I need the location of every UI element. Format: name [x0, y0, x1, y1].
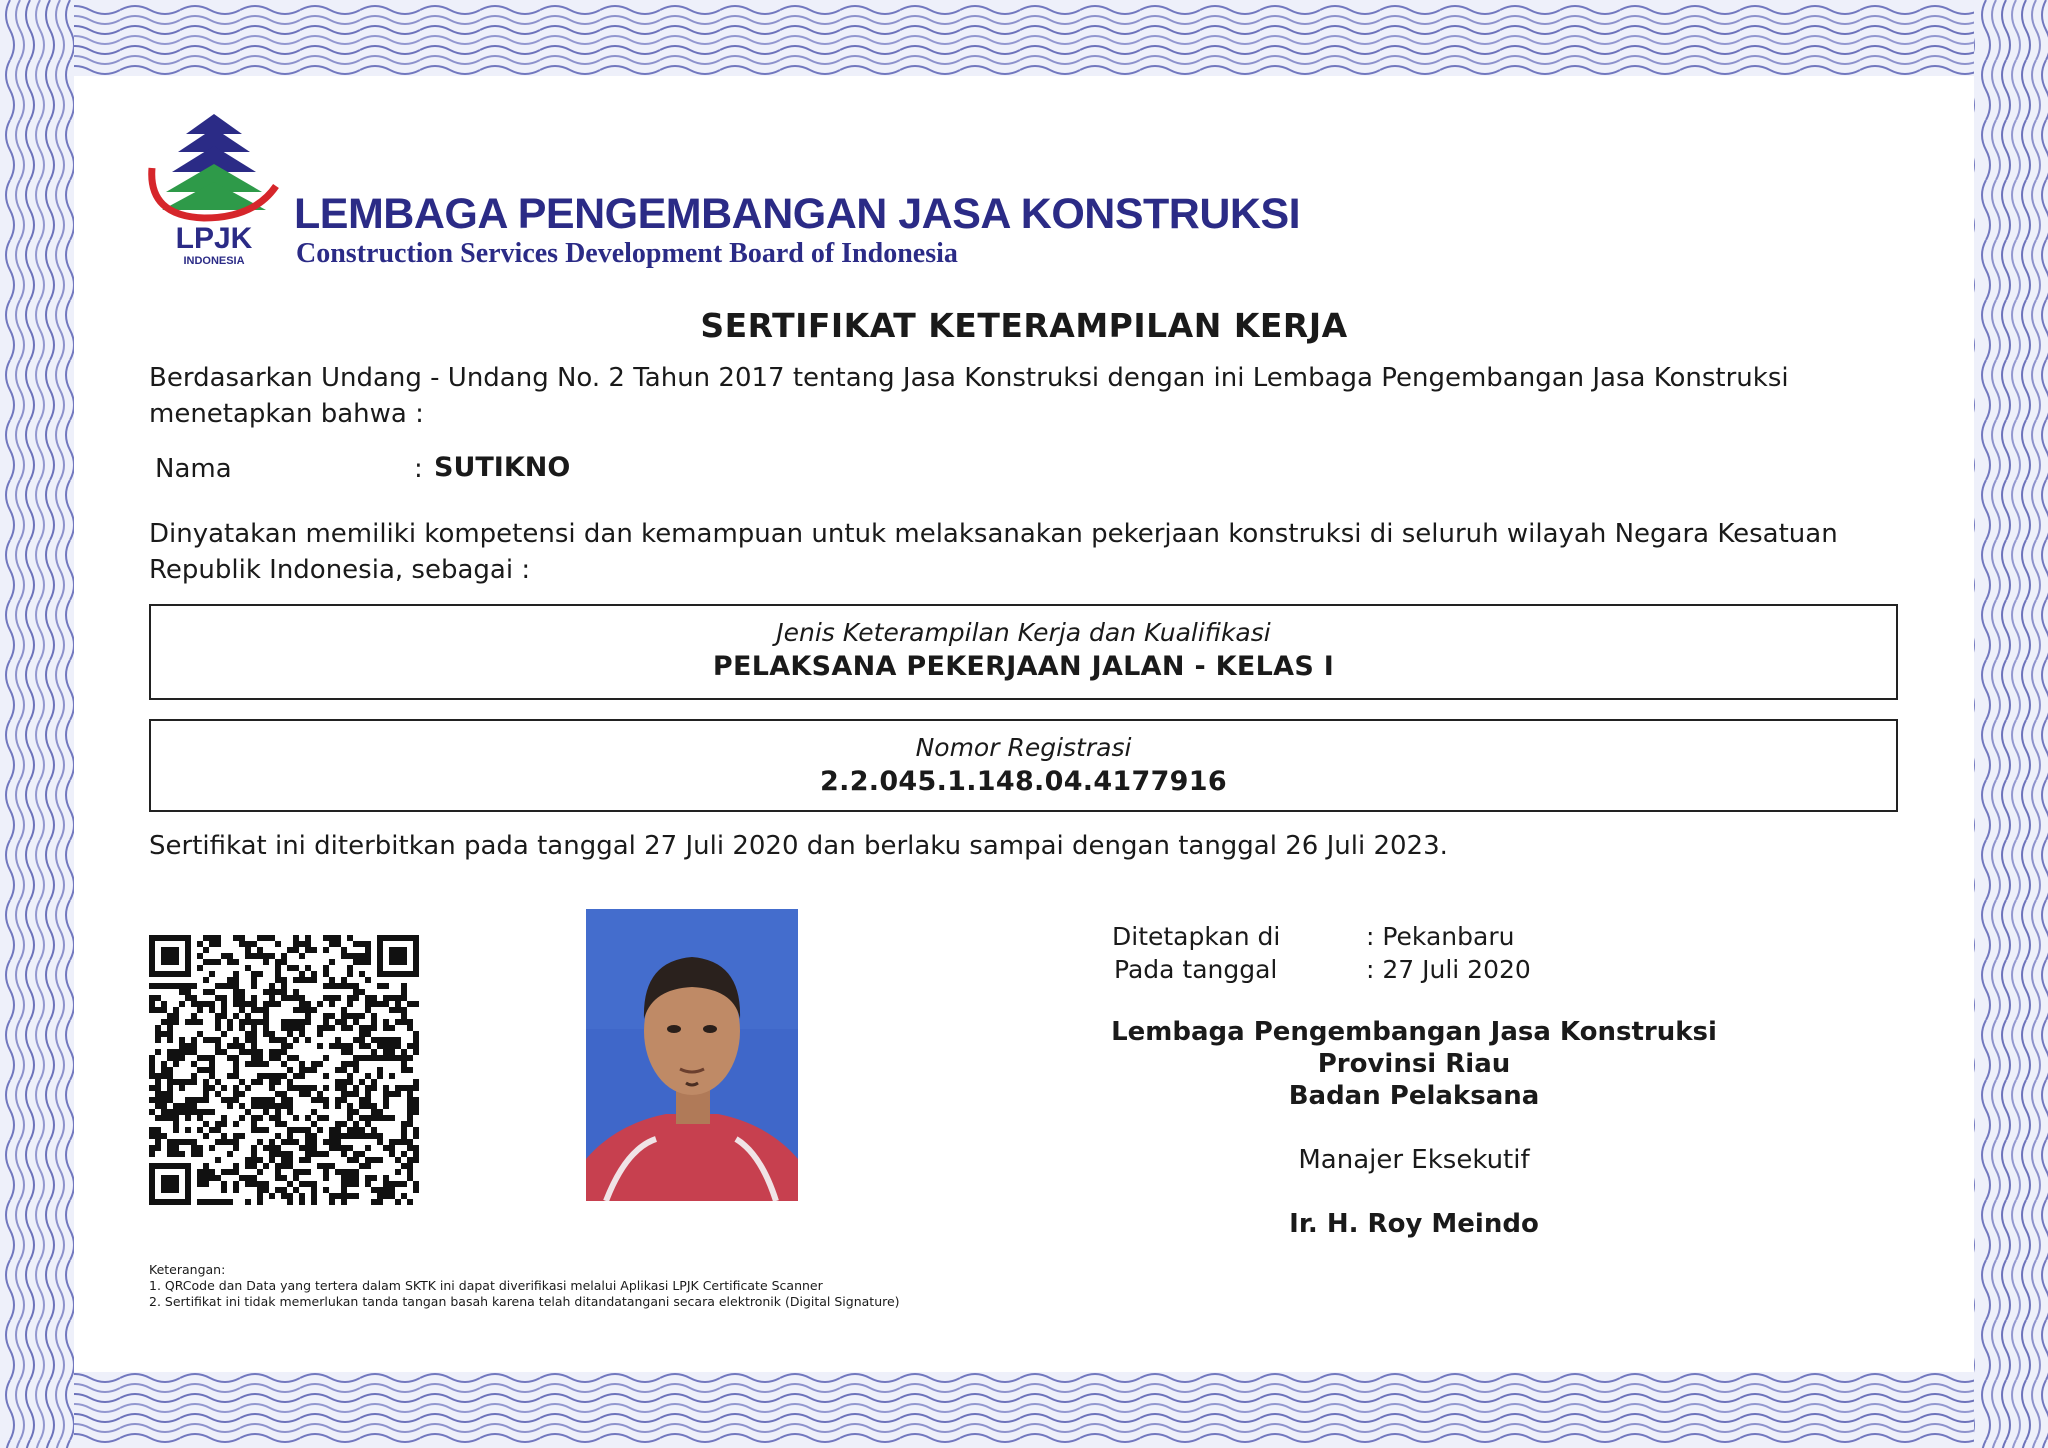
certificate-paper [74, 76, 1974, 1371]
signatory-position: Manajer Eksekutif [1298, 1145, 1530, 1175]
date-value: : 27 Juli 2020 [1366, 955, 1531, 984]
registration-number: 2.2.045.1.148.04.4177916 [820, 766, 1227, 797]
skill-value: PELAKSANA PEKERJAAN JALAN - KELAS I [712, 651, 1335, 682]
registration-label: Nomor Registrasi [915, 733, 1132, 762]
org-name: LEMBAGA PENGEMBANGAN JASA KONSTRUKSI [294, 190, 1301, 238]
note-item: 1. QRCode dan Data yang tertera dalam SKTK ini dapat diverifikasi melalui Aplikasi LPJK Certificate Scanner [149, 1278, 823, 1293]
registration-box [149, 719, 1898, 812]
statement-paragraph: Dinyatakan memiliki kompetensi dan kemampuan untuk melaksanakan pekerjaan konstruksi di seluruh wilayah Negara Kesatuan Republik Indonesia, sebagai : [149, 519, 1838, 585]
signatory-org-line2: Provinsi Riau [1317, 1049, 1511, 1079]
intro-paragraph: Berdasarkan Undang - Undang No. 2 Tahun 2017 tentang Jasa Konstruksi dengan ini Lembaga Pengembangan Jasa Konstruksi menetapkan bahwa : [149, 363, 1789, 429]
name-colon: : [414, 454, 423, 484]
certificate-title: SERTIFIKAT KETERAMPILAN KERJA [700, 306, 1348, 345]
place-value: : Pekanbaru [1366, 922, 1515, 951]
signatory-org-line1: Lembaga Pengembangan Jasa Konstruksi [1111, 1017, 1717, 1047]
lpjk-logo-icon [144, 106, 284, 266]
note-item: 2. Sertifikat ini tidak memerlukan tanda tangan basah karena telah ditandatangani secara elektronik (Digital Signature) [149, 1294, 900, 1309]
logo-text: LPJK [175, 222, 253, 255]
name-label: Nama [155, 454, 232, 484]
person-photo [586, 909, 798, 1201]
date-label: Pada tanggal [1114, 955, 1278, 984]
holder-name: SUTIKNO [434, 452, 571, 483]
qr-code-icon [149, 935, 419, 1205]
org-subtitle: Construction Services Development Board of Indonesia [296, 238, 958, 269]
skill-label: Jenis Keterampilan Kerja dan Kualifikasi [776, 618, 1271, 647]
validity-statement: Sertifikat ini diterbitkan pada tanggal 27 Juli 2020 dan berlaku sampai dengan tanggal 26 Juli 2023. [149, 831, 1448, 861]
logo-subtext: INDONESIA [183, 255, 245, 266]
signatory-org-line3: Badan Pelaksana [1288, 1081, 1540, 1111]
signatory-name: Ir. H. Roy Meindo [1289, 1209, 1539, 1239]
place-label: Ditetapkan di [1112, 922, 1281, 951]
skill-box [149, 604, 1898, 700]
notes-heading: Keterangan: [149, 1262, 226, 1277]
